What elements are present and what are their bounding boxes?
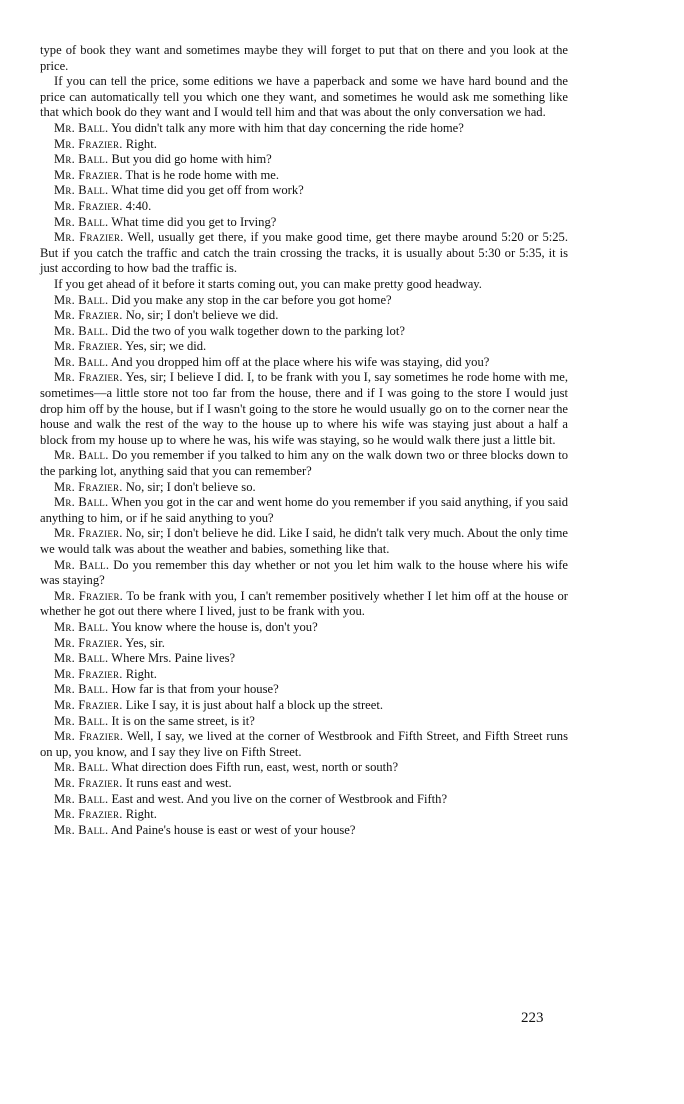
transcript-paragraph xyxy=(40,495,568,526)
transcript-paragraph xyxy=(40,776,568,792)
paragraph-text: You know where the house is, don't you? xyxy=(108,619,318,634)
paragraph-text: What direction does Fifth run, east, west, north or south? xyxy=(108,760,399,775)
speaker-name: Mr. Frazier. xyxy=(54,136,123,151)
speaker-name: Mr. Ball. xyxy=(54,292,109,307)
transcript-paragraph xyxy=(40,339,568,355)
transcript-paragraph xyxy=(40,277,568,293)
paragraph-text: Do you remember this day whether or not you let him walk to the house where his wife was staying? xyxy=(40,557,568,588)
transcript-paragraph xyxy=(40,168,568,184)
transcript-paragraph xyxy=(40,74,568,121)
transcript-paragraph xyxy=(40,714,568,730)
speaker-name: Mr. Ball. xyxy=(54,557,110,572)
paragraph-text: 4:40. xyxy=(122,198,152,213)
transcript-paragraph xyxy=(40,792,568,808)
paragraph-text: Right. xyxy=(122,807,157,822)
transcript-paragraph xyxy=(40,230,568,277)
speaker-name: Mr. Ball. xyxy=(54,713,109,728)
speaker-name: Mr. Frazier. xyxy=(54,230,124,245)
page-body xyxy=(40,43,568,838)
paragraph-text: Well, usually get there, if you make good time, get there maybe around 5:20 or 5:25. But if you catch the traffic and catch the train crossing the tracks, it is usually about 5:30 or 5:35, it is just according to how bad the traffic is. xyxy=(40,230,568,276)
transcript-paragraph xyxy=(40,370,568,448)
paragraph-text: Well, I say, we lived at the corner of Westbrook and Fifth Street, and Fifth Street runs on up, you know, and I say they live on Fifth Street. xyxy=(40,729,568,759)
speaker-name: Mr. Ball. xyxy=(54,791,109,806)
paragraph-text: What time did you get off from work? xyxy=(108,183,304,198)
transcript-paragraph xyxy=(40,199,568,215)
paragraph-text: To be frank with you, I can't remember positively whether I let him off at the house or whether he got out there where I lived, just to be frank with you. xyxy=(40,588,568,619)
transcript-paragraph xyxy=(40,589,568,620)
transcript-paragraph xyxy=(40,355,568,371)
speaker-name: Mr. Frazier. xyxy=(54,339,123,354)
transcript-paragraph xyxy=(40,823,568,839)
speaker-name: Mr. Ball. xyxy=(54,323,109,338)
speaker-name: Mr. Ball. xyxy=(54,682,109,697)
paragraph-text: Yes, sir; I believe I did. I, to be frank with you I, say sometimes he rode home with me, sometimes—a little store not too far from the house, there and if I was going to the store I would just drop him off by the house, but if I wasn't going to the store he would usually go on to the corner near the house and walk the rest of the way to the house up to where his wife was staying just about a half a block from my house up to where he was, his wife was staying, so he would walk there just a little bit. xyxy=(40,370,568,447)
paragraph-text: Do you remember if you talked to him any on the walk down two or three blocks down to the parking lot, anything said that you can remember? xyxy=(40,448,569,479)
speaker-name: Mr. Frazier. xyxy=(54,807,123,822)
paragraph-text: Yes, sir; we did. xyxy=(122,339,207,354)
paragraph-text: No, sir; I don't believe so. xyxy=(122,479,256,494)
paragraph-text: What time did you get to Irving? xyxy=(108,214,277,229)
transcript-paragraph xyxy=(40,558,568,589)
transcript-paragraph xyxy=(40,215,568,231)
paragraph-text: How far is that from your house? xyxy=(108,682,279,697)
speaker-name: Mr. Frazier. xyxy=(54,666,123,681)
speaker-name: Mr. Frazier. xyxy=(54,370,123,385)
paragraph-text: It is on the same street, is it? xyxy=(108,713,255,728)
transcript-paragraph xyxy=(40,43,568,74)
page-number: 223 xyxy=(521,1010,544,1026)
speaker-name: Mr. Frazier. xyxy=(54,697,123,712)
transcript-paragraph xyxy=(40,526,568,557)
transcript-paragraph xyxy=(40,682,568,698)
speaker-name: Mr. Ball. xyxy=(54,651,109,666)
speaker-name: Mr. Frazier. xyxy=(54,775,123,790)
paragraph-text: Did the two of you walk together down to the parking lot? xyxy=(108,323,405,338)
paragraph-text: Where Mrs. Paine lives? xyxy=(108,651,236,666)
transcript-paragraph xyxy=(40,620,568,636)
transcript-paragraph xyxy=(40,308,568,324)
paragraph-text: No, sir; I don't believe we did. xyxy=(122,308,279,323)
speaker-name: Mr. Ball. xyxy=(54,183,109,198)
paragraph-text: Right. xyxy=(122,136,157,151)
speaker-name: Mr. Frazier. xyxy=(54,167,123,182)
speaker-name: Mr. Ball. xyxy=(54,448,109,463)
speaker-name: Mr. Ball. xyxy=(54,822,109,837)
speaker-name: Mr. Ball. xyxy=(54,619,109,634)
paragraph-text: Yes, sir. xyxy=(122,635,165,650)
paragraph-text: East and west. And you live on the corner of Westbrook and Fifth? xyxy=(108,791,448,806)
transcript-paragraph xyxy=(40,293,568,309)
transcript-paragraph xyxy=(40,636,568,652)
speaker-name: Mr. Ball. xyxy=(54,760,109,775)
paragraph-text: Right. xyxy=(122,666,157,681)
transcript-paragraph xyxy=(40,667,568,683)
transcript-paragraph xyxy=(40,480,568,496)
speaker-name: Mr. Ball. xyxy=(54,120,109,135)
paragraph-text: If you get ahead of it before it starts coming out, you can make pretty good headway. xyxy=(54,276,482,291)
transcript-paragraph xyxy=(40,137,568,153)
speaker-name: Mr. Frazier. xyxy=(54,526,123,541)
speaker-name: Mr. Frazier. xyxy=(54,635,123,650)
paragraph-text: You didn't talk any more with him that day concerning the ride home? xyxy=(108,120,464,135)
transcript-paragraph xyxy=(40,760,568,776)
speaker-name: Mr. Ball. xyxy=(54,354,109,369)
transcript-paragraph xyxy=(40,324,568,340)
speaker-name: Mr. Ball. xyxy=(54,152,109,167)
speaker-name: Mr. Frazier. xyxy=(54,479,123,494)
paragraph-text: But you did go home with him? xyxy=(108,152,272,167)
speaker-name: Mr. Ball. xyxy=(54,214,109,229)
paragraph-text: When you got in the car and went home do you remember if you said anything, if you said anything to him, or if he said anything to you? xyxy=(40,495,568,525)
speaker-name: Mr. Frazier. xyxy=(54,729,124,744)
paragraph-text: No, sir; I don't believe he did. Like I said, he didn't talk very much. About the only time we would talk was about the weather and babies, something like that. xyxy=(40,526,568,556)
speaker-name: Mr. Frazier. xyxy=(54,198,123,213)
transcript-paragraph xyxy=(40,448,568,479)
paragraph-text: And Paine's house is east or west of your house? xyxy=(108,822,356,837)
paragraph-text: If you can tell the price, some editions we have a paperback and some we have hard bound and the price can automatically tell you which one they want, and sometimes he would ask me something like that which book do they want and I would tell him and that was about the only conversation we had. xyxy=(40,74,568,120)
paragraph-text: type of book they want and sometimes maybe they will forget to put that on there and you look at the price. xyxy=(40,43,568,73)
transcript-paragraph xyxy=(40,121,568,137)
transcript-paragraph xyxy=(40,729,568,760)
transcript-paragraph xyxy=(40,183,568,199)
transcript-paragraph xyxy=(40,807,568,823)
transcript-paragraph xyxy=(40,152,568,168)
paragraph-text: Like I say, it is just about half a block up the street. xyxy=(122,697,384,712)
paragraph-text: And you dropped him off at the place where his wife was staying, did you? xyxy=(108,354,490,369)
paragraph-text: That is he rode home with me. xyxy=(122,167,280,182)
paragraph-text: It runs east and west. xyxy=(122,775,232,790)
speaker-name: Mr. Frazier. xyxy=(54,308,123,323)
paragraph-text: Did you make any stop in the car before you got home? xyxy=(108,292,392,307)
transcript-paragraph xyxy=(40,651,568,667)
transcript-paragraph xyxy=(40,698,568,714)
speaker-name: Mr. Frazier. xyxy=(54,588,124,603)
speaker-name: Mr. Ball. xyxy=(54,495,109,510)
